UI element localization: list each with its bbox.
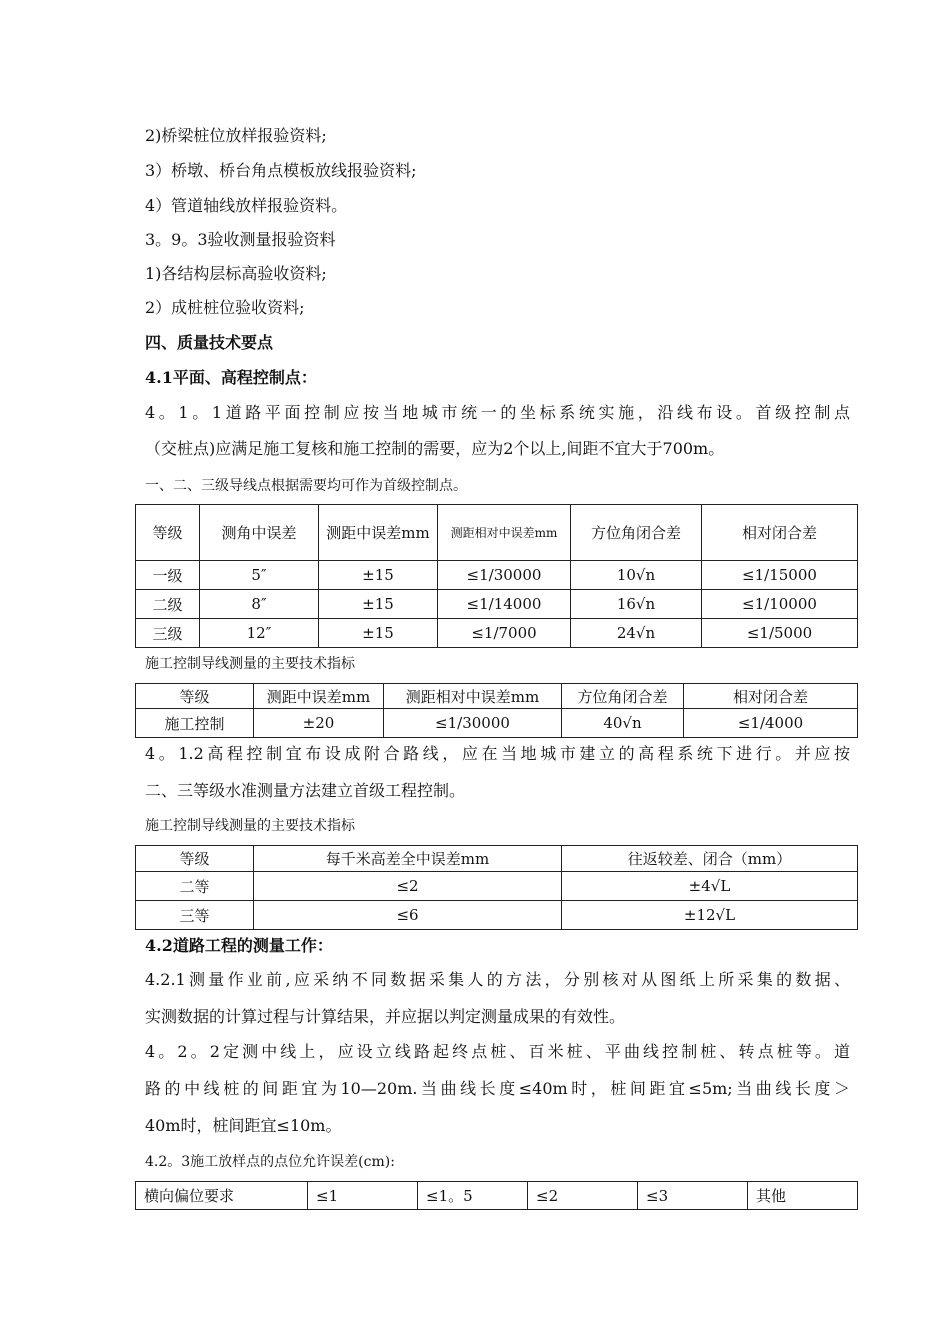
table-cell: 40√n <box>562 709 684 738</box>
paragraph-line: 二、三等级水准测量方法建立首级工程控制。 <box>145 781 466 800</box>
table-header-cell: 方位角闭合差 <box>571 505 702 561</box>
table-cell: ±20 <box>254 709 384 738</box>
table-cell: 16√n <box>571 590 702 619</box>
table-header-cell: 测距中误差mm <box>319 505 438 561</box>
table-header-cell: 等级 <box>136 505 200 561</box>
table-cell: ≤1/10000 <box>702 590 858 619</box>
construction-control-table <box>135 683 858 738</box>
leveling-table <box>135 845 858 930</box>
text-line: 1)各结构层标高验收资料; <box>145 264 327 283</box>
table-cell: ±4√L <box>562 872 858 901</box>
table-cell: 8″ <box>200 590 319 619</box>
table-cell: 10√n <box>571 561 702 590</box>
table-cell: ≤1。5 <box>418 1182 528 1210</box>
table-cell: ≤1/7000 <box>438 619 571 648</box>
paragraph-line: 4。2。2定测中线上，应设立线路起终点桩、百米桩、平曲线控制桩、转点桩等。道 <box>145 1042 850 1061</box>
table-header-cell: 测角中误差 <box>200 505 319 561</box>
table-header-cell: 相对闭合差 <box>702 505 858 561</box>
paragraph-line: 路的中线桩的间距宜为10—20m.当曲线长度≤40m时，桩间距宜≤5m;当曲线长度＞ <box>145 1079 850 1098</box>
text-line: 3）桥墩、桥台角点模板放线报验资料; <box>145 161 417 180</box>
text-line: 2)桥梁桩位放样报验资料; <box>145 126 327 145</box>
table-cell: 二级 <box>136 590 200 619</box>
paragraph-line: 4。1.2高程控制宜布设成附合路线，应在当地城市建立的高程系统下进行。并应按 <box>145 744 850 763</box>
traverse-accuracy-table <box>135 504 858 648</box>
paragraph-line: （交桩点)应满足施工复核和施工控制的需要，应为2个以上,间距不宜大于700m。 <box>145 439 725 458</box>
table-header-cell: 往返较差、闭合（mm） <box>562 846 858 872</box>
table-cell: ±15 <box>319 590 438 619</box>
table-caption: 4.2。3施工放样点的点位允许误差(cm): <box>145 1154 395 1170</box>
paragraph-line: 40m时，桩间距宜≤10m。 <box>145 1116 342 1135</box>
table-header-cell: 等级 <box>136 684 254 709</box>
table-cell: 横向偏位要求 <box>136 1182 308 1210</box>
table-caption: 一、二、三级导线点根据需要均可作为首级控制点。 <box>145 478 467 494</box>
table-cell: 其他 <box>748 1182 858 1210</box>
table-cell: 三等 <box>136 901 254 930</box>
table-cell: 施工控制 <box>136 709 254 738</box>
table-cell: 24√n <box>571 619 702 648</box>
table-cell: ≤2 <box>528 1182 638 1210</box>
table-header-cell: 测距相对中误差mm <box>438 505 571 561</box>
table-header-cell: 每千米高差全中误差mm <box>254 846 562 872</box>
table-caption: 施工控制导线测量的主要技术指标 <box>145 818 355 834</box>
paragraph-line: 4.2.1测量作业前,应采纳不同数据采集人的方法，分别核对从图纸上所采集的数据、 <box>145 970 850 989</box>
table-cell: ≤1/5000 <box>702 619 858 648</box>
stakeout-tolerance-table <box>135 1181 858 1210</box>
paragraph-line: 实测数据的计算过程与计算结果，并应据以判定测量成果的有效性。 <box>145 1007 626 1026</box>
table-cell: ≤1/14000 <box>438 590 571 619</box>
table-cell: ≤1/4000 <box>684 709 858 738</box>
table-cell: ≤1 <box>308 1182 418 1210</box>
table-cell: ≤1/30000 <box>384 709 562 738</box>
paragraph-line: 4。1。1道路平面控制应按当地城市统一的坐标系统实施，沿线布设。首级控制点 <box>145 403 850 422</box>
table-cell: ≤1/30000 <box>438 561 571 590</box>
table-cell: 三级 <box>136 619 200 648</box>
subsection-heading: 4.1平面、高程控制点： <box>145 368 317 387</box>
table-cell: 一级 <box>136 561 200 590</box>
table-cell: ≤2 <box>254 872 562 901</box>
subsection-heading: 4.2道路工程的测量工作： <box>145 936 333 955</box>
table-cell: ≤1/15000 <box>702 561 858 590</box>
text-line: 4）管道轴线放样报验资料。 <box>145 196 348 215</box>
table-cell: ±12√L <box>562 901 858 930</box>
table-caption: 施工控制导线测量的主要技术指标 <box>145 656 355 672</box>
table-header-cell: 测距中误差mm <box>254 684 384 709</box>
section-heading: 四、质量技术要点 <box>145 333 274 352</box>
table-cell: 二等 <box>136 872 254 901</box>
table-header-cell: 测距相对中误差mm <box>384 684 562 709</box>
table-cell: 5″ <box>200 561 319 590</box>
table-cell: ≤3 <box>638 1182 748 1210</box>
table-cell: ±15 <box>319 619 438 648</box>
table-cell: ≤6 <box>254 901 562 930</box>
table-cell: ±15 <box>319 561 438 590</box>
text-line: 3。9。3验收测量报验资料 <box>145 230 336 249</box>
table-header-cell: 方位角闭合差 <box>562 684 684 709</box>
text-line: 2）成桩桩位验收资料; <box>145 298 305 317</box>
table-header-cell: 等级 <box>136 846 254 872</box>
table-header-cell: 相对闭合差 <box>684 684 858 709</box>
table-cell: 12″ <box>200 619 319 648</box>
